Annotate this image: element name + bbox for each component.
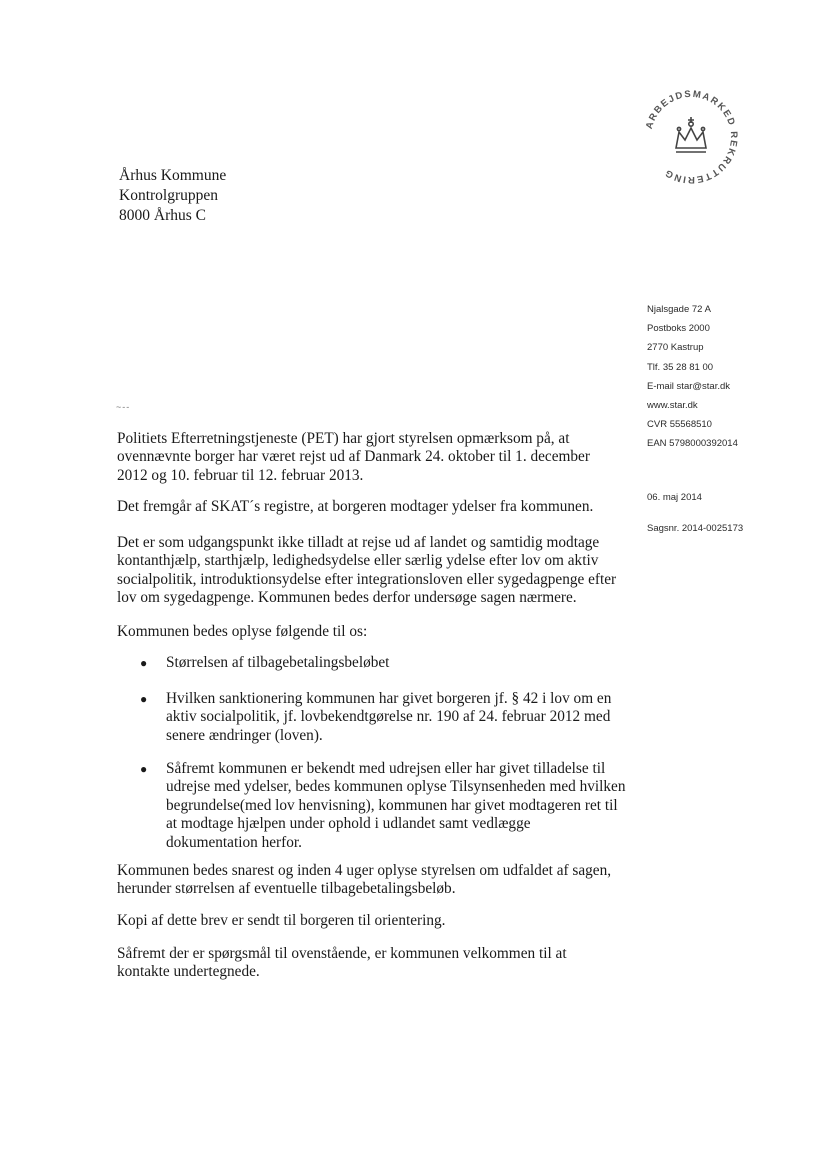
bullet-icon: ●	[140, 762, 148, 776]
case-number: Sagsnr. 2014-0025173	[647, 523, 744, 534]
bullet-text-1: Størrelsen af tilbagebetalingsbeløbet	[166, 654, 390, 671]
sender-email: E-mail star@star.dk	[647, 380, 731, 392]
paragraph-5: Kommunen bedes snarest og inden 4 uger oplyse styrelsen om udfaldet af sagen, herunder størrelsen af eventuelle tilbagebetalingsbeløb.	[117, 862, 612, 898]
sender-ean: EAN 5798000392014	[647, 438, 738, 450]
seal-text: ARBEJDSMARKED REKRUTTERING	[643, 88, 740, 186]
sender-info	[647, 300, 744, 534]
sender-address: Njalsgade 72 A	[647, 304, 711, 315]
letter-date: 06. maj 2014	[647, 492, 702, 503]
paragraph-3: Det er som udgangspunkt ikke tilladt at rejse ud af landet og samtidig modtage kontanthjælp, starthjælp, ledighedsydelse eller særlig ydelse efter lov om aktiv socialpolitik, introduktionsydelse efter integrationsloven eller sygedagpenge efter lov om sygedagpenge. Kommunen bedes derfor undersøge sagen nærmere.	[117, 534, 617, 607]
sender-web: www.star.dk	[647, 400, 698, 412]
recipient-line-2: Kontrolgruppen	[119, 187, 219, 204]
list-item	[140, 690, 616, 745]
list-item	[140, 654, 616, 672]
bullet-icon: ●	[140, 692, 148, 706]
svg-text:ARBEJDSMARKED REKRUTTERING	[644, 89, 739, 185]
sender-postbox: Postboks 2000	[647, 323, 710, 335]
paragraph-7: Såfremt der er spørgsmål til ovenstående, er kommunen velkommen til at kontakte undertegnede.	[117, 945, 567, 981]
recipient-address	[119, 166, 226, 226]
paragraph-1: Politiets Efterretningstjeneste (PET) har gjort styrelsen opmærksom på, at ovennævnte borger har været rejst ud af Danmark 24. oktober til 1. december 2012 og 10. februar til 12. februar 2013.	[117, 430, 590, 484]
sender-phone: Tlf. 35 28 81 00	[647, 361, 714, 373]
paragraph-4: Kommunen bedes oplyse følgende til os:	[117, 623, 368, 640]
recipient-line-1: Århus Kommune	[119, 167, 227, 184]
sender-cvr: CVR 55568510	[647, 419, 712, 431]
sender-city: 2770 Kastrup	[647, 342, 704, 354]
recipient-line-3: 8000 Århus C	[119, 207, 206, 224]
bullet-text-3: Såfremt kommunen er bekendt med udrejsen eller har givet tilladelse til udrejse med ydelser, bedes kommunen oplyse Tilsynsenheden med hvilken begrundelse(med lov henvisning), kommunen har givet modtageren ret til at modtage hjælpen under ophold i udlandet samt vedlægge dokumentation herfor.	[166, 760, 626, 851]
bullet-text-2: Hvilken sanktionering kommunen har givet borgeren jf. § 42 i lov om en aktiv socialpolitik, jf. lovbekendtgørelse nr. 190 af 24. februar 2012 med senere ændringer (loven).	[166, 690, 612, 744]
list-item	[140, 760, 626, 852]
agency-seal	[636, 82, 746, 192]
redaction-mark: ~--	[116, 402, 131, 412]
bullet-icon: ●	[140, 656, 148, 670]
crown-icon	[676, 117, 706, 152]
paragraph-2: Det fremgår af SKAT´s registre, at borgeren modtager ydelser fra kommunen.	[117, 498, 594, 515]
paragraph-6: Kopi af dette brev er sendt til borgeren til orientering.	[117, 912, 446, 929]
